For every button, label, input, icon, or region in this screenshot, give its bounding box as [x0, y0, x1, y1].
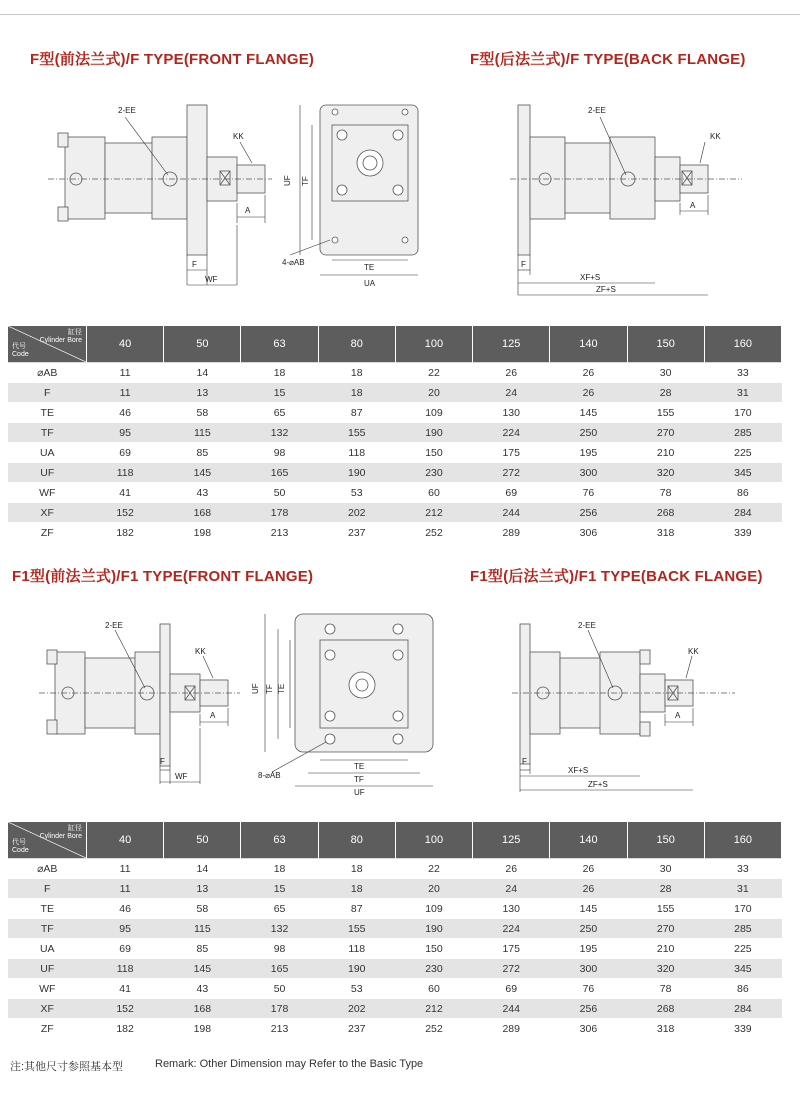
label-te-f1-bottom: TE: [354, 762, 365, 771]
table-cell: 178: [241, 503, 318, 523]
label-uf: UF: [283, 175, 292, 186]
table-cell: 300: [550, 463, 627, 483]
table-cell: 182: [87, 1019, 164, 1039]
label-f-f1-back: F: [522, 757, 527, 766]
table-cell: 41: [87, 979, 164, 999]
top-divider: [0, 14, 800, 15]
table-cell: 65: [241, 899, 318, 919]
label-tf-f1-bottom: TF: [354, 775, 364, 784]
table-row: [8, 383, 782, 403]
bore-header: 125: [473, 326, 550, 363]
table-row: [8, 899, 782, 919]
table-cell: 87: [318, 899, 395, 919]
bore-header: 80: [318, 822, 395, 859]
table-cell: 345: [704, 959, 781, 979]
label-f-back: F: [521, 260, 526, 269]
f-back-flange-title: F型(后法兰式)/F TYPE(BACK FLANGE): [470, 51, 746, 68]
row-code: ⌀AB: [8, 859, 87, 879]
table-row: [8, 463, 782, 483]
bore-header: 160: [704, 822, 781, 859]
table-cell: 165: [241, 959, 318, 979]
table-cell: 272: [473, 463, 550, 483]
table-cell: 130: [473, 899, 550, 919]
table-cell: 31: [704, 879, 781, 899]
table-cell: 195: [550, 939, 627, 959]
row-code: XF: [8, 999, 87, 1019]
label-a-back: A: [690, 201, 696, 210]
table-cell: 26: [550, 879, 627, 899]
label-uf-f1: UF: [251, 683, 260, 694]
table-cell: 320: [627, 463, 704, 483]
row-code: ⌀AB: [8, 363, 87, 383]
table-cell: 318: [627, 1019, 704, 1039]
f-front-flange-side-drawing: [40, 95, 280, 295]
table-cell: 230: [395, 463, 472, 483]
bore-header: 50: [164, 822, 241, 859]
f1-front-flange-end-drawing: [250, 612, 440, 797]
table-cell: 15: [241, 879, 318, 899]
table-cell: 198: [164, 523, 241, 543]
table-cell: 95: [87, 423, 164, 443]
table-cell: 41: [87, 483, 164, 503]
table-cell: 155: [318, 919, 395, 939]
f-front-flange-title: F型(前法兰式)/F TYPE(FRONT FLANGE): [30, 51, 315, 68]
table-cell: 78: [627, 483, 704, 503]
table-cell: 13: [164, 879, 241, 899]
table-cell: 26: [473, 859, 550, 879]
table-header-row: [8, 326, 782, 363]
f1-type-dimension-table: [8, 822, 782, 1039]
table-cell: 320: [627, 959, 704, 979]
table-cell: 285: [704, 423, 781, 443]
label-a-f1: A: [210, 711, 216, 720]
label-kk: KK: [233, 132, 244, 141]
table-row: [8, 403, 782, 423]
bore-header: 40: [87, 822, 164, 859]
row-code: TF: [8, 423, 87, 443]
table-cell: 256: [550, 503, 627, 523]
table-cell: 20: [395, 879, 472, 899]
table-cell: 132: [241, 423, 318, 443]
table-cell: 145: [550, 403, 627, 423]
table-cell: 190: [395, 919, 472, 939]
f1-type-table-body: [8, 859, 782, 1039]
label-f-f1: F: [160, 757, 165, 766]
table-cell: 69: [473, 483, 550, 503]
table-cell: 50: [241, 483, 318, 503]
table-cell: 210: [627, 443, 704, 463]
table-row: [8, 959, 782, 979]
bore-header: 40: [87, 326, 164, 363]
table-cell: 30: [627, 859, 704, 879]
label-te: TE: [364, 263, 375, 272]
table-cell: 268: [627, 503, 704, 523]
table-corner-cell: [8, 326, 87, 363]
table-cell: 14: [164, 363, 241, 383]
label-wf: WF: [205, 275, 218, 284]
bore-header: 100: [395, 822, 472, 859]
table-cell: 182: [87, 523, 164, 543]
table-cell: 252: [395, 523, 472, 543]
table-cell: 155: [627, 403, 704, 423]
table-cell: 18: [241, 859, 318, 879]
bore-label-en: Cylinder Bore: [39, 833, 82, 840]
row-code: WF: [8, 483, 87, 503]
table-cell: 225: [704, 443, 781, 463]
table-cell: 115: [164, 919, 241, 939]
bore-label-cn: 缸径: [68, 329, 82, 336]
remark-en: Remark: Other Dimension may Refer to the Basic Type: [155, 1058, 424, 1070]
table-cell: 202: [318, 999, 395, 1019]
table-cell: 145: [164, 463, 241, 483]
row-code: UF: [8, 463, 87, 483]
table-cell: 289: [473, 523, 550, 543]
table-cell: 85: [164, 939, 241, 959]
row-code: WF: [8, 979, 87, 999]
table-cell: 318: [627, 523, 704, 543]
table-cell: 24: [473, 383, 550, 403]
table-cell: 213: [241, 523, 318, 543]
label-ua: UA: [364, 279, 376, 288]
row-code: F: [8, 383, 87, 403]
table-cell: 24: [473, 879, 550, 899]
bore-header: 100: [395, 326, 472, 363]
table-cell: 87: [318, 403, 395, 423]
row-code: TE: [8, 899, 87, 919]
label-a: A: [245, 206, 251, 215]
table-cell: 152: [87, 999, 164, 1019]
table-cell: 306: [550, 523, 627, 543]
table-cell: 210: [627, 939, 704, 959]
table-cell: 58: [164, 403, 241, 423]
table-cell: 18: [318, 383, 395, 403]
table-cell: 28: [627, 879, 704, 899]
bore-header: 63: [241, 326, 318, 363]
f1-front-flange-title: F1型(前法兰式)/F1 TYPE(FRONT FLANGE): [12, 568, 314, 585]
table-cell: 33: [704, 859, 781, 879]
table-cell: 26: [550, 859, 627, 879]
table-cell: 31: [704, 383, 781, 403]
table-row: [8, 999, 782, 1019]
table-cell: 145: [164, 959, 241, 979]
row-code: F: [8, 879, 87, 899]
label-tf: TF: [301, 176, 310, 186]
table-cell: 284: [704, 999, 781, 1019]
table-cell: 95: [87, 919, 164, 939]
table-cell: 230: [395, 959, 472, 979]
table-cell: 190: [318, 463, 395, 483]
table-cell: 69: [87, 939, 164, 959]
bore-header: 160: [704, 326, 781, 363]
table-header-row: [8, 822, 782, 859]
table-cell: 145: [550, 899, 627, 919]
table-cell: 195: [550, 443, 627, 463]
table-cell: 212: [395, 999, 472, 1019]
table-cell: 244: [473, 503, 550, 523]
table-cell: 20: [395, 383, 472, 403]
table-cell: 202: [318, 503, 395, 523]
table-cell: 18: [318, 879, 395, 899]
table-cell: 237: [318, 1019, 395, 1039]
table-cell: 60: [395, 979, 472, 999]
table-cell: 130: [473, 403, 550, 423]
table-cell: 60: [395, 483, 472, 503]
table-cell: 339: [704, 1019, 781, 1039]
table-cell: 190: [395, 423, 472, 443]
code-label-en: Code: [12, 847, 29, 854]
table-cell: 43: [164, 483, 241, 503]
f1-front-flange-side-drawing: [35, 612, 245, 792]
label-kk-f1-back: KK: [688, 647, 699, 656]
table-cell: 212: [395, 503, 472, 523]
table-cell: 272: [473, 959, 550, 979]
table-cell: 306: [550, 1019, 627, 1039]
row-code: UA: [8, 939, 87, 959]
code-label-cn: 代号: [12, 839, 26, 846]
table-cell: 250: [550, 919, 627, 939]
table-cell: 85: [164, 443, 241, 463]
code-label-en: Code: [12, 351, 29, 358]
f-back-flange-drawing: [510, 95, 745, 300]
table-cell: 26: [473, 363, 550, 383]
table-cell: 237: [318, 523, 395, 543]
table-cell: 11: [87, 383, 164, 403]
table-row: [8, 503, 782, 523]
table-cell: 22: [395, 859, 472, 879]
label-kk-back: KK: [710, 132, 721, 141]
bore-label-cn: 缸径: [68, 825, 82, 832]
table-cell: 155: [318, 423, 395, 443]
table-cell: 11: [87, 363, 164, 383]
label-wf-f1: WF: [175, 772, 188, 781]
table-cell: 18: [318, 859, 395, 879]
table-cell: 345: [704, 463, 781, 483]
table-row: [8, 979, 782, 999]
table-cell: 18: [241, 363, 318, 383]
label-8ab: 8-⌀AB: [258, 771, 281, 780]
table-cell: 168: [164, 503, 241, 523]
table-row: [8, 363, 782, 383]
table-cell: 256: [550, 999, 627, 1019]
table-cell: 76: [550, 483, 627, 503]
table-cell: 300: [550, 959, 627, 979]
row-code: XF: [8, 503, 87, 523]
label-2ee-f1-back: 2-EE: [578, 621, 596, 630]
row-code: UF: [8, 959, 87, 979]
table-cell: 43: [164, 979, 241, 999]
table-cell: 165: [241, 463, 318, 483]
row-code: UA: [8, 443, 87, 463]
bore-header: 80: [318, 326, 395, 363]
table-cell: 15: [241, 383, 318, 403]
table-row: [8, 879, 782, 899]
label-2ee-f1: 2-EE: [105, 621, 123, 630]
table-cell: 118: [318, 939, 395, 959]
table-cell: 152: [87, 503, 164, 523]
label-uf-f1-bottom: UF: [354, 788, 365, 797]
label-2ee: 2-EE: [118, 106, 136, 115]
table-row: [8, 443, 782, 463]
label-kk-f1: KK: [195, 647, 206, 656]
table-cell: 18: [318, 363, 395, 383]
label-a-f1-back: A: [675, 711, 681, 720]
table-cell: 28: [627, 383, 704, 403]
table-cell: 178: [241, 999, 318, 1019]
table-cell: 155: [627, 899, 704, 919]
row-code: TF: [8, 919, 87, 939]
table-cell: 69: [87, 443, 164, 463]
table-cell: 11: [87, 859, 164, 879]
row-code: ZF: [8, 523, 87, 543]
table-cell: 109: [395, 403, 472, 423]
f1-back-flange-title: F1型(后法兰式)/F1 TYPE(BACK FLANGE): [470, 568, 763, 585]
table-cell: 285: [704, 919, 781, 939]
table-row: [8, 919, 782, 939]
table-cell: 46: [87, 899, 164, 919]
label-xfs-f1: XF+S: [568, 766, 589, 775]
bore-header: 140: [550, 326, 627, 363]
table-cell: 224: [473, 919, 550, 939]
row-code: TE: [8, 403, 87, 423]
table-cell: 26: [550, 383, 627, 403]
table-row: [8, 1019, 782, 1039]
table-row: [8, 523, 782, 543]
table-cell: 65: [241, 403, 318, 423]
bore-header: 63: [241, 822, 318, 859]
label-zfs: ZF+S: [596, 285, 616, 294]
table-cell: 213: [241, 1019, 318, 1039]
table-corner-cell: [8, 822, 87, 859]
table-cell: 53: [318, 483, 395, 503]
remark-cn: 注:其他尺寸参照基本型: [10, 1061, 124, 1073]
table-cell: 250: [550, 423, 627, 443]
table-cell: 268: [627, 999, 704, 1019]
table-cell: 150: [395, 939, 472, 959]
bore-header: 150: [627, 822, 704, 859]
table-cell: 198: [164, 1019, 241, 1039]
label-xfs: XF+S: [580, 273, 601, 282]
table-cell: 289: [473, 1019, 550, 1039]
table-row: [8, 483, 782, 503]
table-cell: 168: [164, 999, 241, 1019]
row-code: ZF: [8, 1019, 87, 1039]
table-cell: 86: [704, 979, 781, 999]
table-cell: 14: [164, 859, 241, 879]
bore-header: 150: [627, 326, 704, 363]
table-cell: 252: [395, 1019, 472, 1039]
bore-header: 140: [550, 822, 627, 859]
table-cell: 284: [704, 503, 781, 523]
table-cell: 244: [473, 999, 550, 1019]
table-cell: 170: [704, 899, 781, 919]
table-cell: 175: [473, 443, 550, 463]
table-cell: 69: [473, 979, 550, 999]
label-tf-f1: TF: [265, 684, 274, 694]
label-zfs-f1: ZF+S: [588, 780, 608, 789]
table-row: [8, 859, 782, 879]
table-row: [8, 423, 782, 443]
bore-label-en: Cylinder Bore: [39, 337, 82, 344]
label-2ee-back: 2-EE: [588, 106, 606, 115]
label-4ab: 4-⌀AB: [282, 258, 305, 267]
f-type-dimension-table: [8, 326, 782, 543]
table-cell: 115: [164, 423, 241, 443]
table-cell: 46: [87, 403, 164, 423]
table-cell: 109: [395, 899, 472, 919]
table-cell: 22: [395, 363, 472, 383]
table-cell: 58: [164, 899, 241, 919]
table-cell: 98: [241, 443, 318, 463]
table-cell: 132: [241, 919, 318, 939]
bore-header: 50: [164, 326, 241, 363]
table-cell: 118: [318, 443, 395, 463]
table-cell: 30: [627, 363, 704, 383]
table-cell: 270: [627, 423, 704, 443]
table-cell: 11: [87, 879, 164, 899]
code-label-cn: 代号: [12, 343, 26, 350]
table-cell: 50: [241, 979, 318, 999]
table-cell: 270: [627, 919, 704, 939]
f1-back-flange-drawing: [510, 612, 740, 797]
bore-header: 125: [473, 822, 550, 859]
table-cell: 76: [550, 979, 627, 999]
table-cell: 53: [318, 979, 395, 999]
table-cell: 118: [87, 959, 164, 979]
table-cell: 13: [164, 383, 241, 403]
table-cell: 26: [550, 363, 627, 383]
table-row: [8, 939, 782, 959]
label-f: F: [192, 260, 197, 269]
table-cell: 118: [87, 463, 164, 483]
label-te-f1: TE: [277, 683, 286, 694]
table-cell: 150: [395, 443, 472, 463]
table-cell: 190: [318, 959, 395, 979]
table-cell: 225: [704, 939, 781, 959]
table-cell: 339: [704, 523, 781, 543]
table-cell: 33: [704, 363, 781, 383]
table-cell: 98: [241, 939, 318, 959]
f-type-table-body: [8, 363, 782, 543]
table-cell: 224: [473, 423, 550, 443]
table-cell: 78: [627, 979, 704, 999]
table-cell: 86: [704, 483, 781, 503]
table-cell: 175: [473, 939, 550, 959]
f-front-flange-end-drawing: [280, 100, 430, 295]
table-cell: 170: [704, 403, 781, 423]
